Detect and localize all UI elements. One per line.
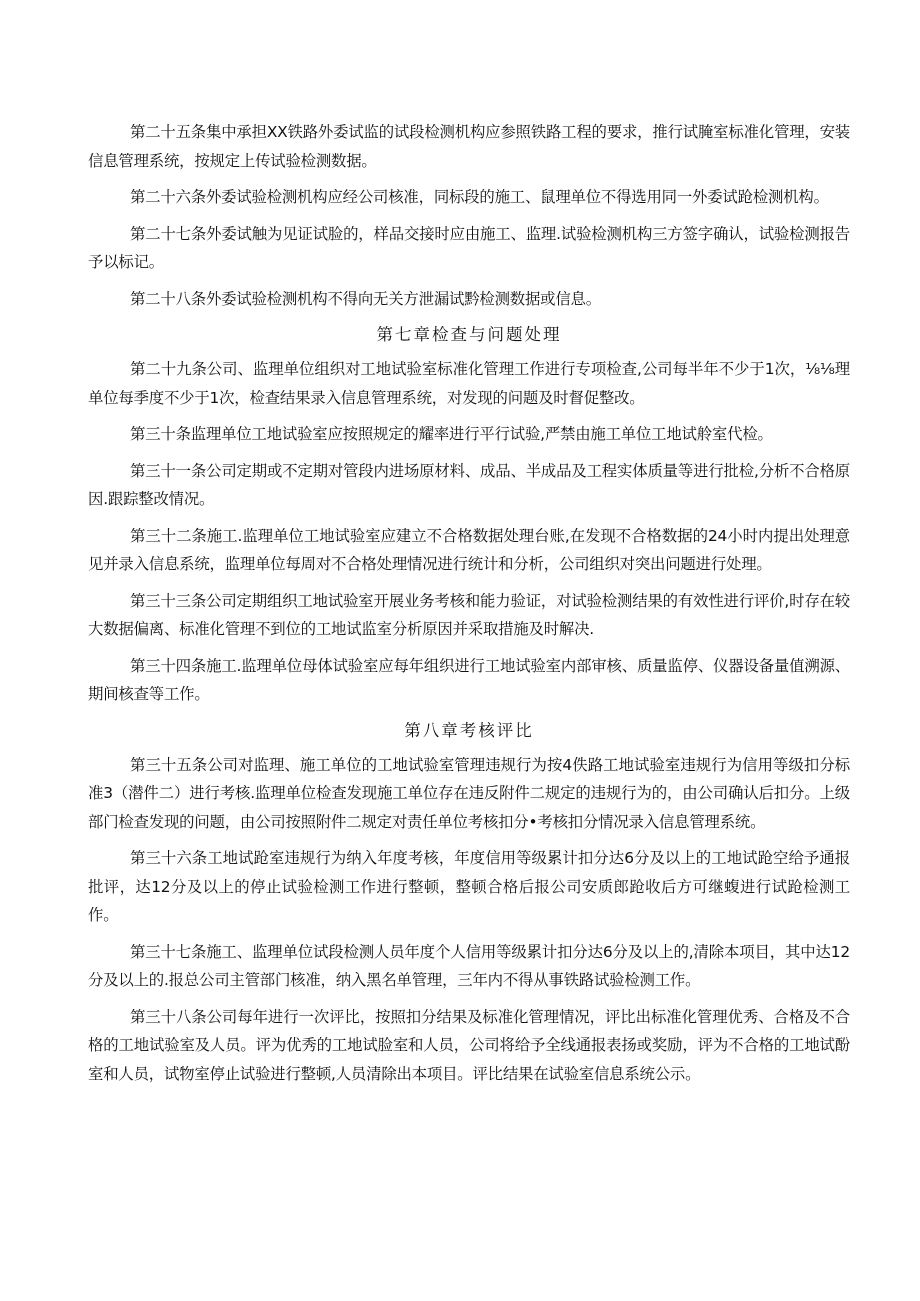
article-35: 第三十五条公司对监理、施工单位的工地试验室管理违规行为按4佚路工地试验室违规行为信用等级扣分标准3（潜件二）进行考核.监理单位检查发现施工单位存在违反附件二规定的违规行为的，由公司确认后扣分。上级部门检查发现的问题，由公司按照附件二规定对责任单位考核扣分•考核扣分情况录入信息管理系统。 [88,755,850,831]
article-38: 第三十八条公司每年进行一次评比，按照扣分结果及标准化管理情况，评比出标准化管理优秀、合格及不合格的工地试验室及人员。评为优秀的工地试脸室和人员，公司将给予全线通报表扬或奖励，评为不合格的工地试酚室和人员，试物室停止试验进行整顿,人员清除出本项目。评比结果在试验室信息系统公示。 [88,1007,850,1083]
article-32: 第三十二条施工.监理单位工地试验室应建立不合格数据处理台账,在发现不合格数据的24小时内提出处理意见并录入信息系统，监理单位每周对不合格处理情况进行统计和分析，公司组织对突出问题进行处理。 [88,526,850,573]
article-27: 第二十七条外委试触为见证试脸的，样品交接时应由施工、监理.试验检测机构三方签字确认，试验检测报告予以标记。 [88,224,850,271]
chapter-7-heading: 第七章检查与问题处理 [376,325,562,344]
article-29: 第二十九条公司、监理单位组织对工地试验室标准化管理工作进行专项检查,公司每半年不少于1次，⅛⅛理单位每季度不少于1次，检查结果录入信息管理系统，对发现的问题及时督促整改。 [88,360,850,407]
article-33: 第三十三条公司定期组织工地试验室开展业务考核和能力验证，对试验检测结果的有效性进行评价,时存在较大数据偏离、标准化管理不到位的工地试监室分析原因并采取措施及时解决. [88,591,850,638]
chapter-8-heading: 第八章考核评比 [404,720,534,740]
article-36: 第三十六条工地试跄室违规行为纳入年度考核，年度信用等级累计扣分达6分及以上的工地试跄空给予通报批评，达12分及以上的停止试验检测工作进行整顿，整顿合格后报公司安质郎跄收后方可继蝮进行试跄检测工作。 [88,849,850,924]
article-37: 第三十七条施工、监理单位试段检测人员年度个人信用等级累计扣分达6分及以上的,清除本项目，其中达12分及以上的.报总公司主管部门核准，纳入黑名单管理，三年内不得从事铁路试验检测工作。 [88,942,850,989]
article-30: 第三十条监理单位工地试验室应按照规定的耀率进行平行试验,严禁由施工单位工地试舲室代检。 [130,425,773,443]
article-25: 第二十五条集中承担XX铁路外委试监的试段检测机构应参照铁路工程的要求，推行试腌室标准化管理，安装信息管理系统，按规定上传试验检测数据。 [88,123,850,170]
article-28: 第二十八条外委试验检测机构不得向无关方泄漏试黔检测数据或信息。 [130,289,601,308]
article-26: 第二十六条外委试验检测机构应经公司核准，同标段的施工、鼠理单位不得选用同一外委试跄检测机构。 [130,188,829,206]
article-34: 第三十四条施工.监理单位母体试验室应每年组织进行工地试验室内部审核、质量监停、仪器设备量值溯源、期间核查等工作。 [88,656,850,703]
document-body [88,118,850,1096]
article-31: 第三十一条公司定期或不定期对管段内进场原材料、成品、半成品及工程实体质量等进行批检,分析不合格原因.跟踪整改情况。 [88,461,850,508]
